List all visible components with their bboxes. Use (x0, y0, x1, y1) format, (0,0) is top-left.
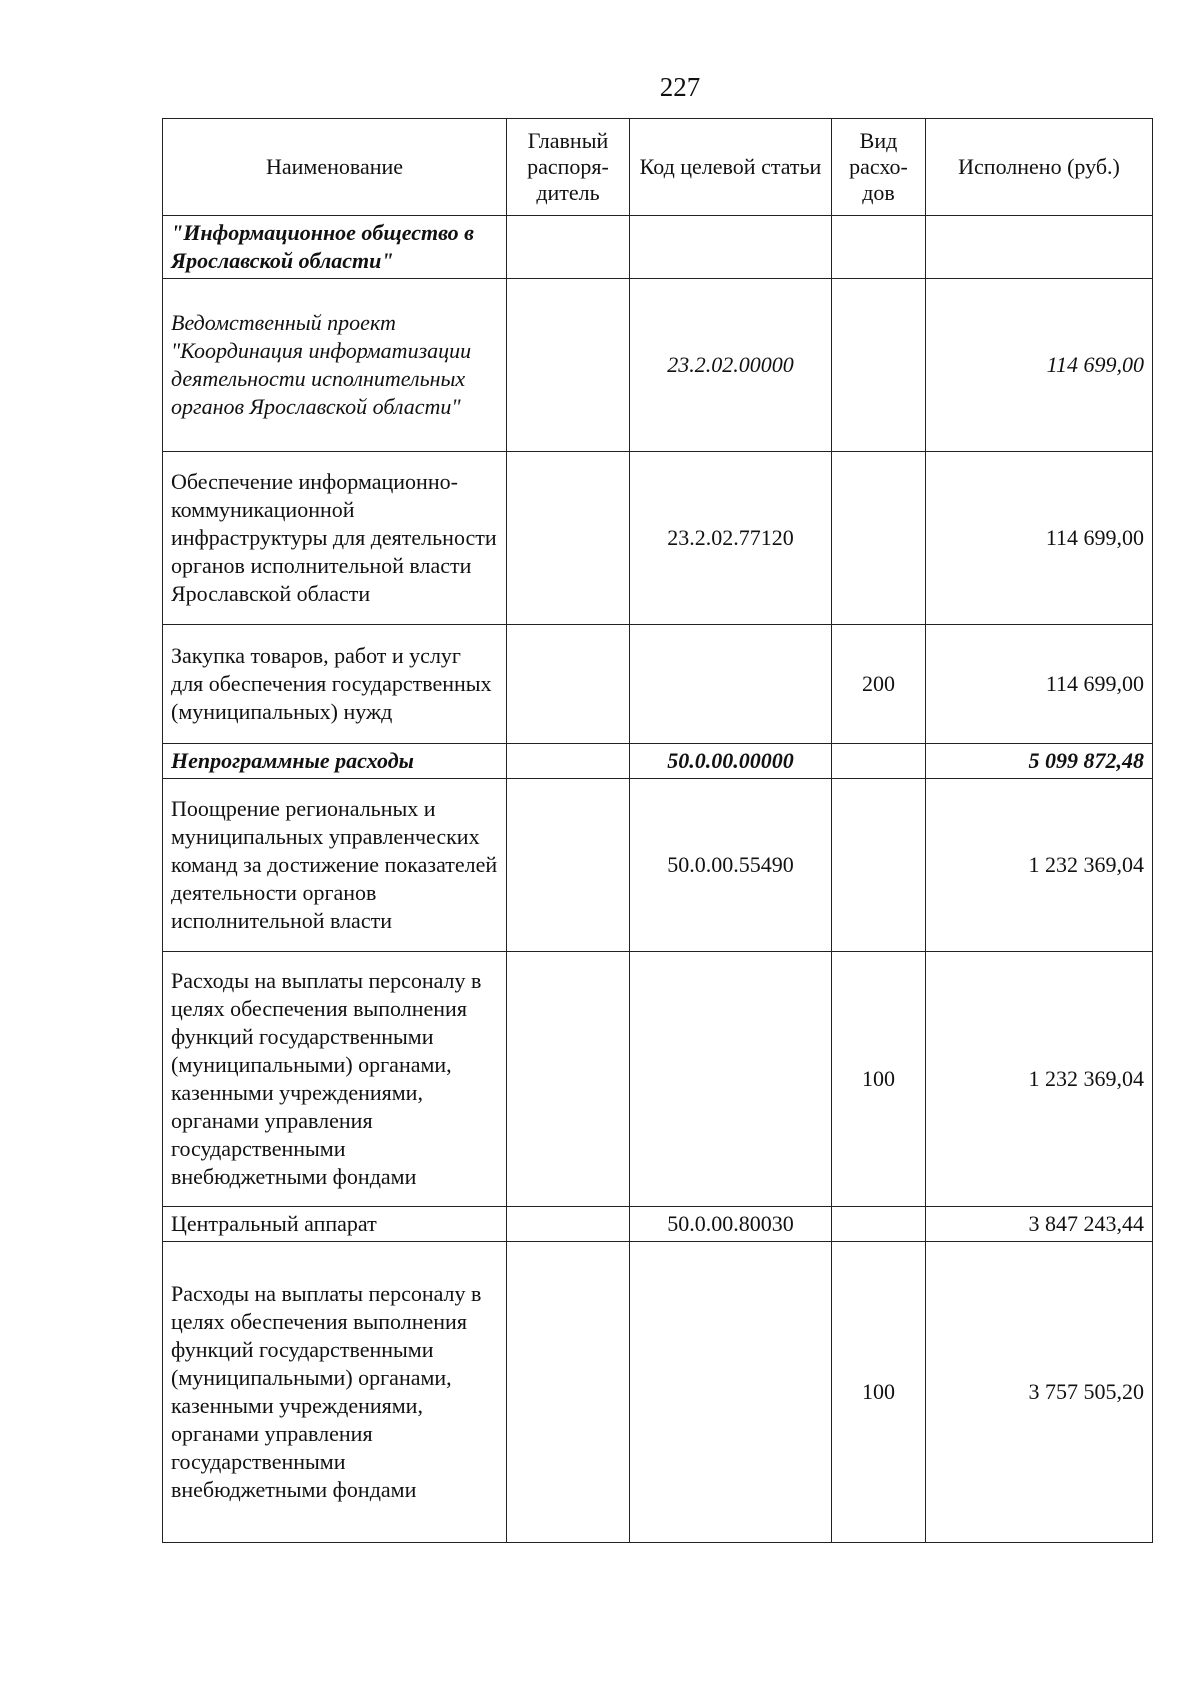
row-type: 200 (832, 625, 926, 744)
row-type (832, 452, 926, 625)
row-type (832, 779, 926, 952)
row-name: "Информационное общество в Ярославской области" (163, 216, 507, 279)
row-executed: 114 699,00 (926, 625, 1153, 744)
row-executed: 1 232 369,04 (926, 779, 1153, 952)
row-admin (507, 1207, 630, 1242)
row-code (630, 1242, 832, 1543)
table-row (163, 1207, 1153, 1242)
row-executed: 114 699,00 (926, 279, 1153, 452)
row-admin (507, 216, 630, 279)
row-admin (507, 952, 630, 1207)
row-type (832, 279, 926, 452)
row-executed: 3 847 243,44 (926, 1207, 1153, 1242)
row-code: 50.0.00.00000 (630, 744, 832, 779)
row-admin (507, 779, 630, 952)
row-name: Расходы на выплаты персоналу в целях обеспечения выполнения функций государственными (муниципальными) органами, казенными учреждениями, органами управления государственными внебюджетными фондами (163, 952, 507, 1207)
row-type: 100 (832, 952, 926, 1207)
row-name: Центральный аппарат (163, 1207, 507, 1242)
table-row (163, 952, 1153, 1207)
row-code (630, 952, 832, 1207)
table-row (163, 452, 1153, 625)
row-type (832, 1207, 926, 1242)
row-name: Поощрение региональных и муниципальных управленческих команд за достижение показателей деятельности органов исполнительной власти (163, 779, 507, 952)
row-code (630, 625, 832, 744)
row-admin (507, 625, 630, 744)
header-executed: Исполнено (руб.) (926, 119, 1153, 216)
row-admin (507, 1242, 630, 1543)
row-admin (507, 744, 630, 779)
row-name: Ведомственный проект "Координация информатизации деятельности исполнительных органов Ярославской области" (163, 279, 507, 452)
row-executed: 5 099 872,48 (926, 744, 1153, 779)
row-code: 23.2.02.00000 (630, 279, 832, 452)
row-code: 50.0.00.80030 (630, 1207, 832, 1242)
row-type (832, 216, 926, 279)
header-type: Вид расхо-дов (832, 119, 926, 216)
row-admin (507, 452, 630, 625)
row-executed: 114 699,00 (926, 452, 1153, 625)
table-row (163, 279, 1153, 452)
row-executed: 3 757 505,20 (926, 1242, 1153, 1543)
row-code (630, 216, 832, 279)
header-admin: Главный распоря-дитель (507, 119, 630, 216)
budget-execution-table (162, 118, 1153, 1543)
row-executed (926, 216, 1153, 279)
header-name: Наименование (163, 119, 507, 216)
row-type (832, 744, 926, 779)
table-row (163, 216, 1153, 279)
row-name: Непрограммные расходы (163, 744, 507, 779)
row-type: 100 (832, 1242, 926, 1543)
row-code: 50.0.00.55490 (630, 779, 832, 952)
row-name: Обеспечение информационно-коммуникационной инфраструктуры для деятельности органов исполнительной власти Ярославской области (163, 452, 507, 625)
table-row (163, 744, 1153, 779)
table-row (163, 779, 1153, 952)
row-admin (507, 279, 630, 452)
table-header-row (163, 119, 1153, 216)
row-name: Расходы на выплаты персоналу в целях обеспечения выполнения функций государственными (муниципальными) органами, казенными учреждениями, органами управления государственными внебюджетными фондами (163, 1242, 507, 1543)
row-name: Закупка товаров, работ и услуг для обеспечения государственных (муниципальных) нужд (163, 625, 507, 744)
row-executed: 1 232 369,04 (926, 952, 1153, 1207)
row-code: 23.2.02.77120 (630, 452, 832, 625)
table-row (163, 625, 1153, 744)
page-number: 227 (659, 72, 701, 102)
header-code: Код целевой статьи (630, 119, 832, 216)
table-row (163, 1242, 1153, 1543)
